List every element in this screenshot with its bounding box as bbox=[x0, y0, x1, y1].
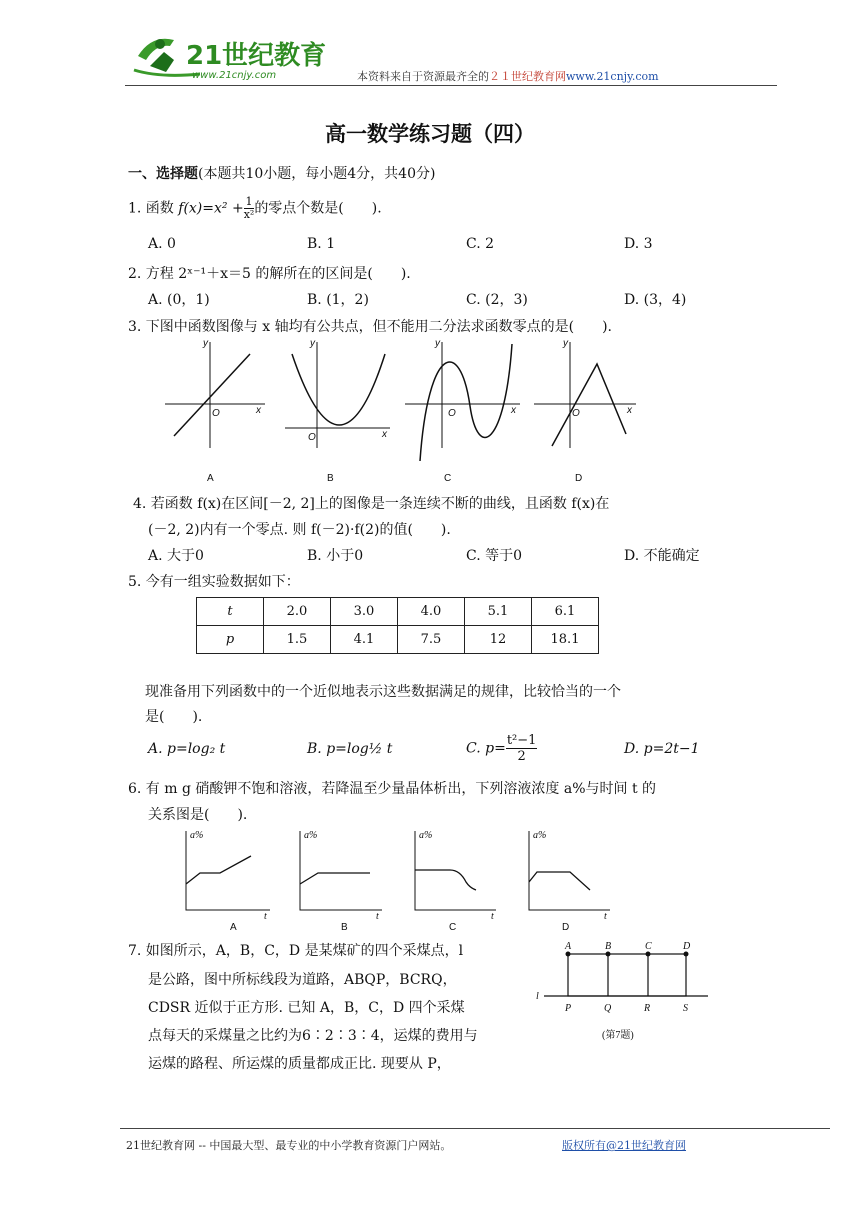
question-1: 1. 函数 f(x)=x² + $\frac{1}{\text{x²}}$ 的零点个数是( ). bbox=[128, 195, 382, 221]
svg-text:B: B bbox=[341, 922, 348, 933]
q3-graphs bbox=[160, 336, 660, 486]
q7-figure bbox=[532, 936, 712, 1046]
question-3: 3. 下图中函数图像与 x 轴均有公共点，但不能用二分法求函数零点的是( ). bbox=[128, 319, 612, 335]
svg-text:B: B bbox=[605, 941, 612, 952]
logo-text: 21世纪教育 bbox=[186, 41, 327, 71]
q4-option-b: B. 小于0 bbox=[307, 548, 364, 564]
svg-text:P: P bbox=[565, 1003, 572, 1014]
question-7-line-1: 7. 如图所示，A，B，C，D 是某煤矿的四个采煤点，l bbox=[128, 943, 464, 959]
header-note: 本资料来自于资源最齐全的２１世纪教育网www.21cnjy.com bbox=[357, 70, 659, 83]
svg-text:l: l bbox=[536, 991, 539, 1002]
svg-text:S: S bbox=[683, 1003, 688, 1014]
page-title: 高一数学练习题（四） bbox=[325, 122, 535, 146]
svg-text:a%: a% bbox=[190, 830, 204, 841]
q1-option-b: B. 1 bbox=[307, 236, 336, 252]
q2-option-c: C. (2，3) bbox=[466, 292, 528, 308]
graph-b-parabola bbox=[292, 354, 385, 425]
q1-option-a: A. 0 bbox=[148, 236, 176, 252]
footer-divider bbox=[120, 1128, 830, 1129]
svg-text:x: x bbox=[256, 405, 261, 416]
question-5: 5. 今有一组实验数据如下： bbox=[128, 574, 300, 590]
svg-text:y: y bbox=[310, 338, 315, 349]
graph-b-curve bbox=[300, 873, 370, 884]
svg-text:y: y bbox=[203, 338, 208, 349]
svg-text:D: D bbox=[562, 922, 570, 933]
table-cell: t bbox=[197, 598, 264, 626]
svg-text:x: x bbox=[627, 405, 632, 416]
table-cell: p bbox=[197, 626, 264, 654]
table-cell: 1.5 bbox=[264, 626, 331, 654]
table-cell: 4.0 bbox=[398, 598, 465, 626]
q2-option-d: D. (3，4) bbox=[624, 292, 687, 308]
svg-text:a%: a% bbox=[304, 830, 318, 841]
table-row bbox=[197, 598, 599, 626]
table-cell: 18.1 bbox=[532, 626, 599, 654]
q5-option-c: C. p= $\frac{\text{t²−1}}{2}$ bbox=[466, 733, 537, 764]
question-6-line-1: 6. 有 m g 硝酸钾不饱和溶液，若降温至少量晶体析出，下列溶液浓度 a%与时间 t 的 bbox=[128, 781, 657, 797]
svg-text:A: A bbox=[230, 922, 237, 933]
table-cell: 5.1 bbox=[465, 598, 532, 626]
question-6-line-2: 关系图是( ). bbox=[148, 807, 248, 823]
svg-text:t: t bbox=[264, 911, 267, 922]
graph-c-cubic bbox=[420, 344, 512, 461]
q5-option-a: A. p=log₂ t bbox=[148, 741, 226, 757]
question-2: 2. 方程 2ˣ⁻¹＋x＝5 的解所在的区间是( ). bbox=[128, 266, 411, 282]
copyright-link[interactable]: 版权所有@21世纪教育网 bbox=[562, 1139, 686, 1152]
section-heading: 一、选择题(本题共10小题，每小题4分，共40分) bbox=[128, 166, 436, 182]
question-5-line-3: 是( ). bbox=[145, 709, 203, 725]
graph-a-line bbox=[174, 354, 250, 436]
site-logo bbox=[130, 26, 330, 84]
q6-graphs bbox=[178, 826, 618, 936]
svg-text:x: x bbox=[511, 405, 516, 416]
svg-text:t: t bbox=[604, 911, 607, 922]
svg-text:y: y bbox=[563, 338, 568, 349]
question-4-line-1: 4. 若函数 f(x)在区间[－2, 2]上的图像是一条连续不断的曲线，且函数 f(x)在 bbox=[133, 496, 610, 512]
question-4-line-2: (－2, 2)内有一个零点. 则 f(－2)·f(2)的值( ). bbox=[148, 522, 451, 538]
data-table bbox=[196, 597, 599, 654]
footer-text: 21世纪教育网 -- 中国最大型、最专业的中小学教育资源门户网站。 bbox=[126, 1139, 452, 1152]
svg-text:D: D bbox=[683, 941, 691, 952]
table-cell: 12 bbox=[465, 626, 532, 654]
q2-option-b: B. (1，2) bbox=[307, 292, 369, 308]
graph-label-c: C bbox=[444, 473, 452, 484]
q5-option-b: B. p=log½ t bbox=[307, 741, 393, 757]
graph-a-curve bbox=[186, 856, 251, 884]
q1-option-d: D. 3 bbox=[624, 236, 653, 252]
svg-text:R: R bbox=[644, 1003, 651, 1014]
q1-option-c: C. 2 bbox=[466, 236, 495, 252]
svg-text:t: t bbox=[491, 911, 494, 922]
graph-label-d: D bbox=[575, 473, 583, 484]
svg-text:C: C bbox=[645, 941, 652, 952]
figure-caption: (第7题) bbox=[602, 1030, 634, 1041]
svg-text:a%: a% bbox=[419, 830, 433, 841]
q4-option-d: D. 不能确定 bbox=[624, 548, 700, 564]
table-row bbox=[197, 626, 599, 654]
svg-text:y: y bbox=[435, 338, 440, 349]
q2-option-a: A. (0，1) bbox=[148, 292, 210, 308]
svg-text:a%: a% bbox=[533, 830, 547, 841]
graph-d-tent bbox=[552, 364, 626, 446]
header-divider bbox=[125, 85, 777, 86]
graph-d-curve bbox=[529, 872, 590, 890]
table-cell: 7.5 bbox=[398, 626, 465, 654]
question-7-line-2: 是公路，图中所标线段为道路，ABQP，BCRQ， bbox=[148, 972, 457, 988]
question-7-line-5: 运煤的路程、所运煤的质量都成正比. 现要从 P， bbox=[148, 1056, 451, 1072]
q4-option-c: C. 等于0 bbox=[466, 548, 523, 564]
svg-text:Q: Q bbox=[604, 1003, 612, 1014]
graph-c-curve bbox=[415, 870, 476, 890]
svg-text:O: O bbox=[448, 408, 456, 419]
q4-option-a: A. 大于0 bbox=[148, 548, 204, 564]
svg-text:A: A bbox=[565, 941, 572, 952]
question-7-line-3: CDSR 近似于正方形. 已知 A，B，C，D 四个采煤 bbox=[148, 1000, 465, 1016]
svg-text:t: t bbox=[376, 911, 379, 922]
table-cell: 4.1 bbox=[331, 626, 398, 654]
table-cell: 6.1 bbox=[532, 598, 599, 626]
svg-text:x: x bbox=[382, 429, 387, 440]
svg-text:O: O bbox=[308, 432, 316, 443]
graph-label-a: A bbox=[207, 473, 214, 484]
table-cell: 3.0 bbox=[331, 598, 398, 626]
logo-url: www.21cnjy.com bbox=[192, 70, 277, 81]
question-5-line-2: 现准备用下列函数中的一个近似地表示这些数据满足的规律，比较恰当的一个 bbox=[145, 684, 621, 700]
graph-label-b: B bbox=[327, 473, 334, 484]
table-cell: 2.0 bbox=[264, 598, 331, 626]
question-7-line-4: 点每天的采煤量之比约为6∶2∶3∶4，运煤的费用与 bbox=[148, 1028, 478, 1044]
svg-text:O: O bbox=[212, 408, 220, 419]
svg-text:O: O bbox=[572, 408, 580, 419]
svg-text:C: C bbox=[449, 922, 457, 933]
fraction: $\frac{1}{\text{x²}}$ bbox=[243, 195, 255, 221]
q5-option-d: D. p=2t−1 bbox=[624, 741, 700, 757]
